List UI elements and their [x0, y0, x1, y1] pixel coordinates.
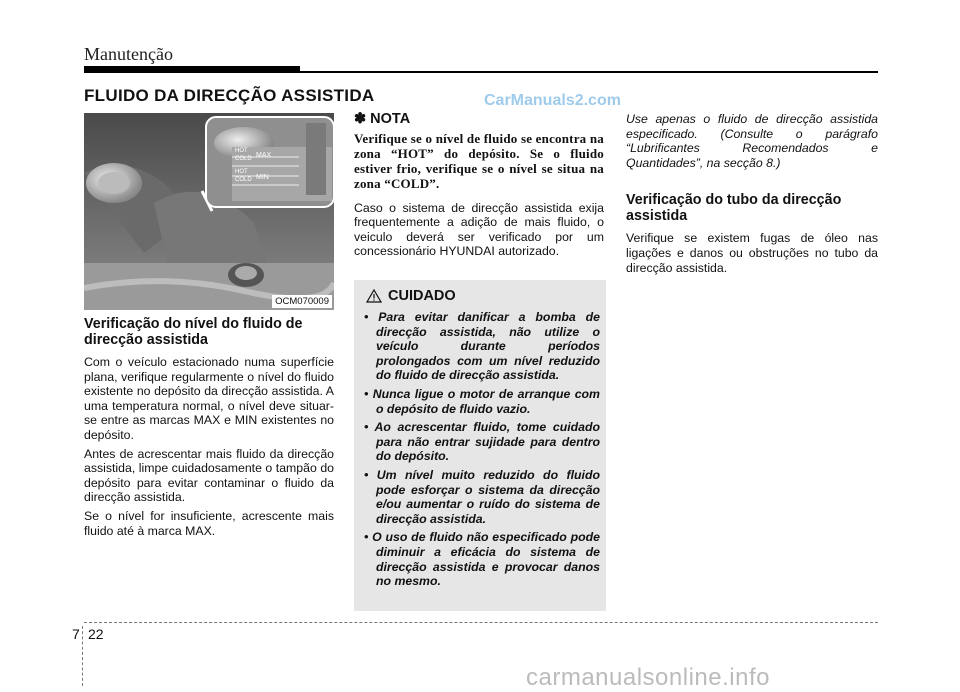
- label-min: MIN: [256, 174, 269, 181]
- label-max: MAX: [256, 152, 272, 159]
- chapter-number: 7: [72, 626, 80, 642]
- header-rule-thin: [300, 71, 878, 73]
- caution-item: • Nunca ligue o motor de arranque com o depósito de fluido vazio.: [364, 386, 600, 416]
- note-title: ✽ NOTA: [354, 111, 411, 127]
- page-number: 22: [88, 626, 104, 642]
- reservoir-figure: [84, 113, 334, 310]
- warning-triangle-icon: [366, 289, 382, 303]
- header-rule-thick: [84, 66, 300, 73]
- fluid-level-heading: Verificação do nível do fluido de direcção assistida: [84, 316, 303, 348]
- column-middle: [354, 112, 604, 263]
- note-text: Caso o sistema de direcção assistida exija frequentemente a adição de mais fluido, o veiculo deverá ser verificado por um concessionário HYUNDAI autorizado.: [354, 200, 604, 259]
- section-title: FLUIDO DA DIRECÇÃO ASSISTIDA: [84, 86, 375, 105]
- figure-code: OCM070009: [272, 295, 332, 308]
- caution-header: [366, 288, 456, 304]
- caution-item: • O uso de fluido não especificado pode diminuir a eficácia do sistema de direcção assistida e provocar danos no mesmo.: [364, 530, 600, 589]
- caution-box: [354, 280, 606, 611]
- column-left: [84, 316, 334, 542]
- paragraph: Verifique se existem fugas de óleo nas ligações e danos ou obstruções no tubo da direcção assistida.: [626, 231, 878, 275]
- footer-vertical-divider: [82, 626, 83, 686]
- paragraph: Com o veículo estacionado numa superfície plana, verifique regularmente o nível do fluido existente no depósito da direcção assistida. A uma temperatura normal, o nível deve situar-se entre as marcas MAX e MIN existentes no depósito.: [84, 355, 334, 442]
- note-body: Verifique se o nível de fluido se encontra na zona “HOT” do depósito. Se o fluido estiver frio, verifique se o nível se situa na zona “COLD”.: [354, 130, 604, 191]
- column-right: [626, 112, 878, 279]
- hose-check-heading: Verificação do tubo da direcção assistida: [626, 192, 842, 225]
- paragraph: Se o nível for insuficiente, acrescente mais fluido até à marca MAX.: [84, 508, 334, 538]
- label-hot-2: HOT: [235, 169, 248, 175]
- watermark-bottom: carmanualsonline.info: [526, 664, 770, 691]
- label-cold-2: COLD: [235, 177, 252, 183]
- caution-item: • Para evitar danificar a bomba de direcção assistida, não utilize o veículo durante períodos prolongados com um nível reduzido do fluido de direcção assistida.: [364, 310, 600, 383]
- label-hot-1: HOT: [235, 148, 248, 154]
- watermark-top: CarManuals2.com: [484, 92, 621, 109]
- label-cold-1: COLD: [235, 156, 252, 162]
- footer-divider: [84, 622, 878, 623]
- caution-title: CUIDADO: [388, 288, 456, 304]
- fluid-spec-note: Use apenas o fluido de direcção assistida especificado. (Consulte o parágrafo “Lubrificantes Recomendados e Quantidades”, na secção 8.): [626, 112, 878, 170]
- caution-list: [364, 310, 600, 593]
- running-header: Manutenção: [84, 44, 173, 64]
- paragraph: Antes de acrescentar mais fluido da direcção assistida, limpe cuidadosamente o tampão do depósito para evitar contaminar o fluido da direcção assistida.: [84, 446, 334, 505]
- caution-item: • Ao acrescentar fluido, tome cuidado para não entrar sujidade para dentro do depósito.: [364, 420, 600, 464]
- engine-bay-illustration: [84, 113, 334, 310]
- caution-item: • Um nível muito reduzido do fluido pode esforçar o sistema da direcção e/ou aumentar o ruído do sistema de direcção assistida.: [364, 467, 600, 526]
